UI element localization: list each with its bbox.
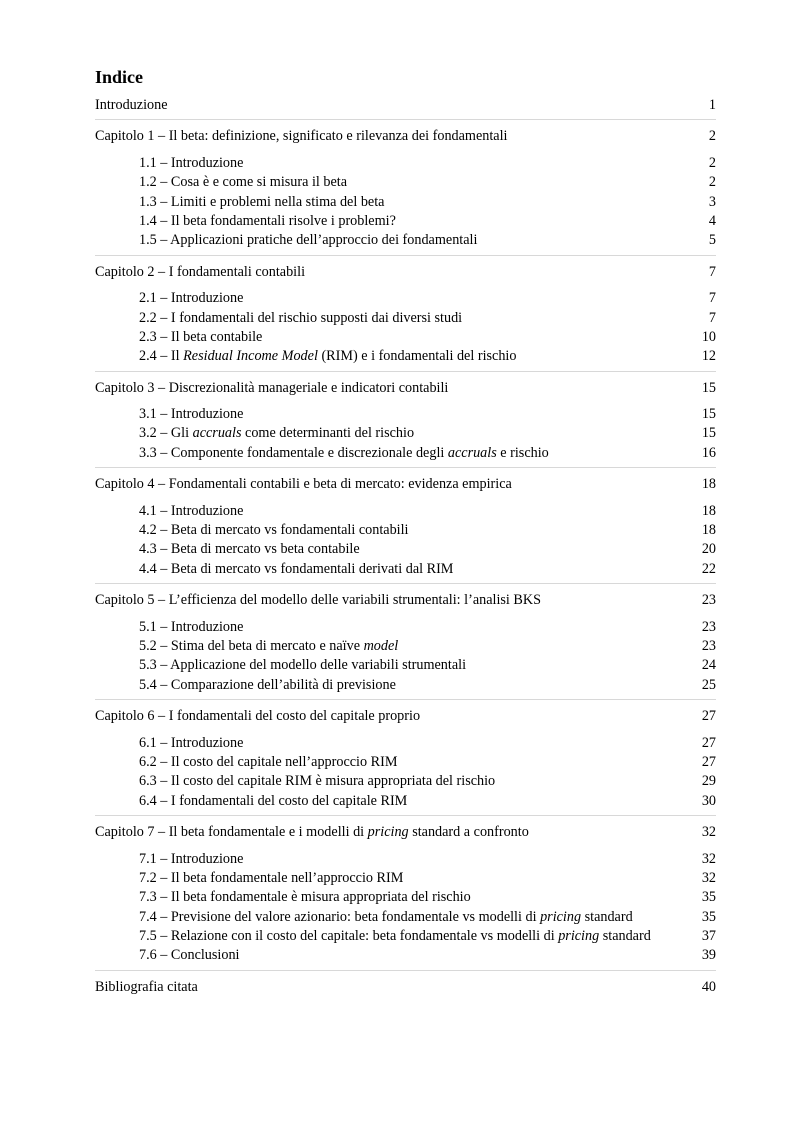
divider xyxy=(95,815,716,816)
toc-page-number: 5 xyxy=(708,232,716,249)
toc-section-entry[interactable] xyxy=(95,328,716,347)
toc-section-entry[interactable] xyxy=(95,869,716,888)
toc-chapter-entry[interactable] xyxy=(95,978,716,997)
toc-page-number: 27 xyxy=(701,753,716,770)
toc-entry-text: (RIM) e i fondamentali del rischio xyxy=(317,348,517,365)
toc-entry-label xyxy=(139,619,243,635)
toc-entry-text: Capitolo 7 – Il beta fondamentale e i modelli di xyxy=(95,824,368,841)
toc-section-entry[interactable] xyxy=(95,772,716,791)
toc-entry-italic-text: model xyxy=(363,637,399,654)
toc-page-number: 18 xyxy=(701,502,716,519)
toc-entry-label xyxy=(139,851,243,867)
toc-page-number: 20 xyxy=(701,541,716,558)
toc-entry-label xyxy=(139,290,243,306)
toc-entry-italic-text: Residual Income Model xyxy=(183,348,318,365)
toc-page-number: 23 xyxy=(701,592,716,609)
toc-entry-text: 1.2 – Cosa è e come si misura il beta xyxy=(139,174,348,191)
toc-page-number: 18 xyxy=(701,522,716,539)
toc-entry-text: 6.2 – Il costo del capitale nell’approccio RIM xyxy=(139,753,398,770)
divider xyxy=(95,255,716,256)
toc-section-entry[interactable] xyxy=(95,540,716,559)
toc-page-number: 39 xyxy=(701,947,716,964)
toc-page-number: 40 xyxy=(701,978,716,995)
toc-page-number: 12 xyxy=(701,348,716,365)
toc-page-number: 32 xyxy=(701,850,716,867)
toc-entry-text: 7.2 – Il beta fondamentale nell’approccio RIM xyxy=(139,869,404,886)
toc-page-number: 23 xyxy=(701,618,716,635)
toc-entry-text: 4.4 – Beta di mercato vs fondamentali derivati dal RIM xyxy=(139,560,454,577)
toc-entry-label xyxy=(139,735,243,751)
toc-chapter-entry[interactable] xyxy=(95,96,716,115)
toc-section-entry[interactable] xyxy=(95,850,716,869)
toc-section-entry[interactable] xyxy=(95,309,716,328)
toc-section-entry[interactable] xyxy=(95,231,716,250)
toc-page-number: 30 xyxy=(701,792,716,809)
toc-entry-text: 3.1 – Introduzione xyxy=(139,406,244,423)
toc-section-entry[interactable] xyxy=(95,676,716,695)
toc-entry-text: Capitolo 1 – Il beta: definizione, significato e rilevanza dei fondamentali xyxy=(95,128,508,145)
toc-entry-text: 4.3 – Beta di mercato vs beta contabile xyxy=(139,541,360,558)
toc-entry-text: 4.1 – Introduzione xyxy=(139,502,244,519)
toc-section-entry[interactable] xyxy=(95,946,716,965)
toc-entry-label xyxy=(139,310,462,326)
toc-entry-label xyxy=(139,541,360,557)
toc-entry-text: 1.1 – Introduzione xyxy=(139,154,244,171)
toc-entry-text: 3.2 – Gli xyxy=(139,425,193,442)
toc-entry-text: Capitolo 3 – Discrezionalità manageriale e indicatori contabili xyxy=(95,379,449,396)
toc-page-number: 10 xyxy=(701,328,716,345)
toc-entry-text: 7.5 – Relazione con il costo del capitale: beta fondamentale vs modelli di xyxy=(139,928,559,945)
divider xyxy=(95,970,716,971)
toc-page-number: 18 xyxy=(701,476,716,493)
toc-entry-label xyxy=(139,348,516,364)
toc-page-number: 35 xyxy=(701,889,716,906)
toc-entry-label xyxy=(139,174,347,190)
toc-entry-text: 4.2 – Beta di mercato vs fondamentali contabili xyxy=(139,522,409,539)
toc-page-number: 27 xyxy=(701,734,716,751)
toc-entry-label xyxy=(139,445,549,461)
divider xyxy=(95,467,716,468)
toc-entry-label xyxy=(139,928,651,944)
toc-section-entry[interactable] xyxy=(95,656,716,675)
toc-entry-text: 2.1 – Introduzione xyxy=(139,290,244,307)
toc-page-number: 2 xyxy=(708,174,716,191)
toc-section-entry[interactable] xyxy=(95,908,716,927)
toc-entry-italic-text: pricing xyxy=(558,928,600,945)
toc-entry-label xyxy=(139,155,243,171)
toc-page-number: 27 xyxy=(701,708,716,725)
toc-entry-label xyxy=(95,97,168,113)
toc-entry-text: 1.5 – Applicazioni pratiche dell’approccio dei fondamentali xyxy=(139,232,478,249)
divider xyxy=(95,371,716,372)
toc-entry-label xyxy=(139,522,409,538)
toc-entry-label xyxy=(95,476,512,492)
toc-page-number: 15 xyxy=(701,379,716,396)
divider xyxy=(95,119,716,120)
toc-entry-text: Capitolo 5 – L’efficienza del modello delle variabili strumentali: l’analisi BKS xyxy=(95,592,542,609)
toc-page-number: 2 xyxy=(708,154,716,171)
toc-entry-text: standard xyxy=(599,928,651,945)
toc-page-number: 16 xyxy=(701,444,716,461)
toc-entry-text: 5.3 – Applicazione del modello delle variabili strumentali xyxy=(139,657,467,674)
toc-entry-text: 6.3 – Il costo del capitale RIM è misura appropriata del rischio xyxy=(139,773,496,790)
toc-entry-italic-text: accruals xyxy=(192,425,242,442)
toc-chapter-entry[interactable] xyxy=(95,707,716,726)
toc-entry-text: 6.1 – Introduzione xyxy=(139,734,244,751)
toc-entry-label xyxy=(139,870,403,886)
toc-entry-text: Capitolo 2 – I fondamentali contabili xyxy=(95,263,306,280)
divider xyxy=(95,699,716,700)
toc-entry-text: 2.3 – Il beta contabile xyxy=(139,328,263,345)
toc-entry-label xyxy=(139,194,384,210)
toc-entry-label xyxy=(139,213,396,229)
toc-entry-text: Bibliografia citata xyxy=(95,978,198,995)
toc-section-entry[interactable] xyxy=(95,888,716,907)
toc-entry-italic-text: pricing xyxy=(540,908,582,925)
toc-section-entry[interactable] xyxy=(95,289,716,308)
toc-section-entry[interactable] xyxy=(95,618,716,637)
toc-page-number: 23 xyxy=(701,637,716,654)
toc-chapter-entry[interactable] xyxy=(95,379,716,398)
toc-entry-text: come determinanti del rischio xyxy=(241,425,415,442)
toc-entry-label xyxy=(139,947,240,963)
toc-entry-label xyxy=(95,128,507,144)
toc-entry-italic-text: pricing xyxy=(367,824,409,841)
toc-entry-label xyxy=(139,329,262,345)
toc-entry-label xyxy=(95,592,541,608)
toc-entry-label xyxy=(95,824,529,840)
toc-entry-label xyxy=(139,889,471,905)
toc-section-entry[interactable] xyxy=(95,347,716,366)
toc-entry-text: 5.2 – Stima del beta di mercato e naïve xyxy=(139,637,364,654)
toc-page-number: 32 xyxy=(701,869,716,886)
toc-entry-label xyxy=(95,380,448,396)
toc-section-entry[interactable] xyxy=(95,173,716,192)
toc-entry-label xyxy=(139,754,397,770)
toc-section-entry[interactable] xyxy=(95,927,716,946)
toc-entry-text: 6.4 – I fondamentali del costo del capitale RIM xyxy=(139,792,408,809)
toc-entry-label xyxy=(139,638,398,654)
toc-chapter-entry[interactable] xyxy=(95,823,716,842)
toc-entry-label xyxy=(95,979,198,995)
toc-section-entry[interactable] xyxy=(95,792,716,811)
toc-section-entry[interactable] xyxy=(95,405,716,424)
toc-page-number: 7 xyxy=(708,309,716,326)
toc-entry-text: e rischio xyxy=(496,444,549,461)
toc-page-number: 32 xyxy=(701,824,716,841)
toc-section-entry[interactable] xyxy=(95,193,716,212)
toc-entry-label xyxy=(139,677,396,693)
divider xyxy=(95,583,716,584)
toc-page-number: 4 xyxy=(708,212,716,229)
toc-entry-text: 1.4 – Il beta fondamentali risolve i problemi? xyxy=(139,212,396,229)
toc-entry-text: standard xyxy=(581,908,633,925)
toc-entry-text: 2.4 – Il xyxy=(139,348,184,365)
toc-page-number: 15 xyxy=(701,425,716,442)
toc-entry-text: 7.1 – Introduzione xyxy=(139,850,244,867)
toc-entry-text: 5.1 – Introduzione xyxy=(139,618,244,635)
toc-entry-label xyxy=(139,425,414,441)
toc-entry-label xyxy=(139,406,243,422)
toc-entry-text: 7.3 – Il beta fondamentale è misura appropriata del rischio xyxy=(139,889,471,906)
page-title: Indice xyxy=(95,67,144,87)
toc-section-entry[interactable] xyxy=(95,753,716,772)
toc-section-entry[interactable] xyxy=(95,560,716,579)
toc-entry-label xyxy=(95,708,420,724)
toc-section-entry[interactable] xyxy=(95,154,716,173)
toc-section-entry[interactable] xyxy=(95,424,716,443)
toc-section-entry[interactable] xyxy=(95,637,716,656)
toc-section-entry[interactable] xyxy=(95,212,716,231)
toc-entry-text: 7.4 – Previsione del valore azionario: beta fondamentale vs modelli di xyxy=(139,908,541,925)
toc-entry-text: 5.4 – Comparazione dell’abilità di previsione xyxy=(139,676,396,693)
toc-entry-text: 3.3 – Componente fondamentale e discrezionale degli xyxy=(139,444,448,461)
toc-entry-label xyxy=(139,657,466,673)
toc-entry-label xyxy=(139,232,477,248)
toc-chapter-entry[interactable] xyxy=(95,127,716,146)
toc-page-number: 29 xyxy=(701,773,716,790)
toc-chapter-entry[interactable] xyxy=(95,591,716,610)
toc-page-number: 37 xyxy=(701,928,716,945)
table-of-contents xyxy=(95,96,716,997)
toc-page-number: 24 xyxy=(701,657,716,674)
toc-chapter-entry[interactable] xyxy=(95,475,716,494)
toc-entry-label xyxy=(139,503,243,519)
toc-entry-italic-text: accruals xyxy=(447,444,497,461)
toc-section-entry[interactable] xyxy=(95,502,716,521)
toc-section-entry[interactable] xyxy=(95,521,716,540)
toc-page-number: 1 xyxy=(708,97,716,113)
toc-entry-label xyxy=(139,909,633,925)
toc-page-number: 22 xyxy=(701,560,716,577)
toc-entry-text: Capitolo 4 – Fondamentali contabili e beta di mercato: evidenza empirica xyxy=(95,476,512,493)
toc-entry-label xyxy=(95,264,305,280)
toc-entry-text: 7.6 – Conclusioni xyxy=(139,947,240,964)
toc-entry-text: Introduzione xyxy=(95,97,168,113)
toc-entry-text: Capitolo 6 – I fondamentali del costo del capitale proprio xyxy=(95,708,421,725)
toc-section-entry[interactable] xyxy=(95,734,716,753)
toc-entry-text: 1.3 – Limiti e problemi nella stima del beta xyxy=(139,193,385,210)
toc-page-number: 7 xyxy=(708,290,716,307)
toc-page-number: 35 xyxy=(701,908,716,925)
toc-section-entry[interactable] xyxy=(95,444,716,463)
toc-chapter-entry[interactable] xyxy=(95,263,716,282)
toc-entry-label xyxy=(139,773,495,789)
toc-entry-label xyxy=(139,561,453,577)
toc-entry-text: standard a confronto xyxy=(408,824,529,841)
toc-page-number: 7 xyxy=(708,263,716,280)
toc-page-number: 25 xyxy=(701,676,716,693)
toc-page-number: 3 xyxy=(708,193,716,210)
toc-entry-text: 2.2 – I fondamentali del rischio supposti dai diversi studi xyxy=(139,309,463,326)
toc-page-number: 15 xyxy=(701,406,716,423)
toc-page-number: 2 xyxy=(708,128,716,145)
toc-entry-label xyxy=(139,793,407,809)
